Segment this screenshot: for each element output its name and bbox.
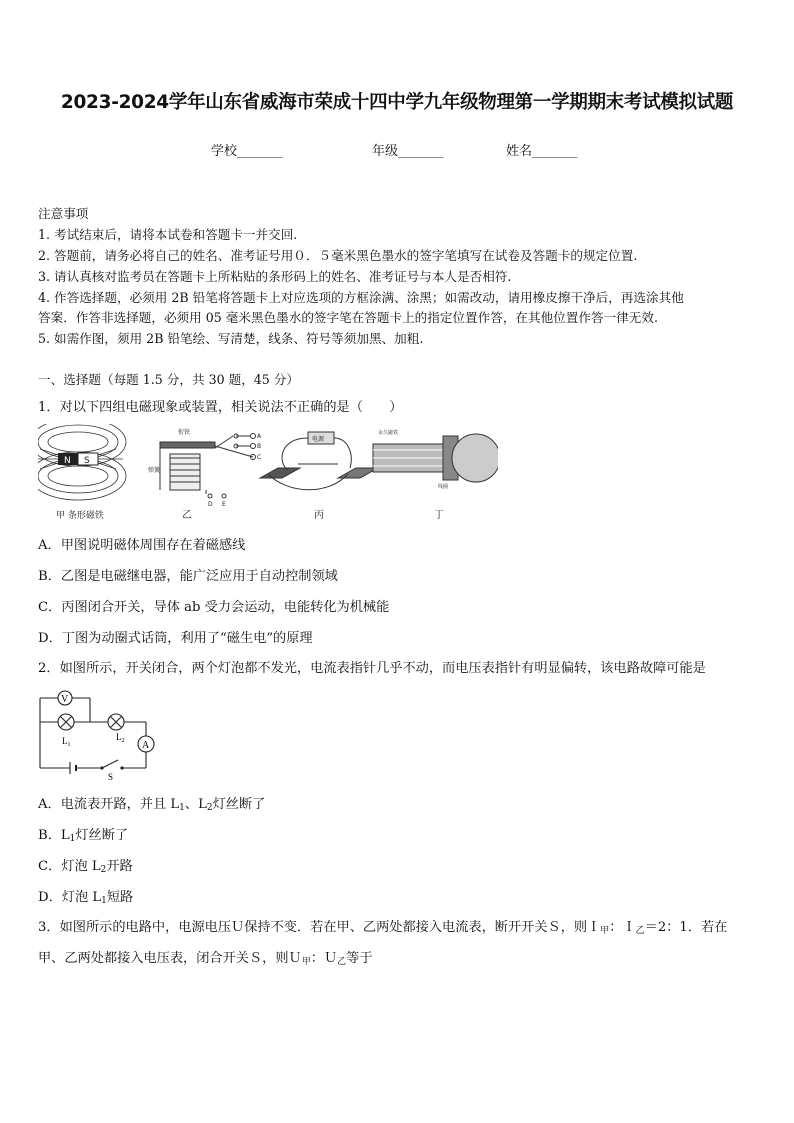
permanent-magnet-label: 永久磁铁	[378, 430, 399, 436]
ammeter-label: A	[142, 740, 150, 751]
grade-field[interactable]: 年级_______	[372, 144, 444, 159]
relay-armature-label: 衔铁	[178, 429, 191, 436]
coil-label: 线圈	[438, 484, 449, 490]
question-1-figure	[38, 424, 498, 524]
relay-e-label: E	[222, 501, 226, 508]
question-2-circuit	[36, 688, 162, 780]
notice-item: 5. 如需作图，须用 2B 铅笔绘、写清楚，线条、符号等须加黑、加粗.	[38, 331, 424, 346]
switch-label: S	[108, 772, 114, 780]
section-heading: 一、选择题（每题 1.5 分，共 30 题，45 分）	[38, 372, 300, 387]
relay-b-label: B	[257, 443, 262, 450]
lamp-2-label: $L_2$	[116, 732, 125, 744]
lamp-1-label: $L_1$	[62, 736, 71, 748]
magnet-n-label: N	[64, 456, 71, 466]
relay-a-label: A	[257, 433, 262, 440]
exam-title: 2023-2024学年山东省威海市荣成十四中学九年级物理第一学期期末考试模拟试题	[60, 92, 734, 113]
school-field[interactable]: 学校_______	[211, 144, 283, 159]
magnet-s-label: S	[84, 456, 90, 466]
figure-jia-label: 甲 条形磁铁	[56, 511, 104, 521]
notice-item: 3. 请认真核对监考员在答题卡上所粘贴的条形码上的姓名、准考证号与本人是否相符.	[38, 269, 512, 284]
question-2-option-d: D．灯泡 $L_1$短路	[38, 890, 134, 906]
notice-item: 2. 答题前，请务必将自己的姓名、准考证号用０．５毫米黑色墨水的签字笔填写在试卷及答题卡的规定位置.	[38, 248, 638, 263]
relay-d-label: D	[208, 501, 213, 508]
notice-item: 答案．作答非选择题，必须用 05 毫米黑色墨水的签字笔在答题卡上的指定位置作答，在其他位置作答一律无效.	[38, 310, 658, 325]
question-1-option-c: C．丙图闭合开关，导体 ab 受力会运动，电能转化为机械能	[38, 600, 390, 615]
question-1-option-b: B．乙图是电磁继电器，能广泛应用于自动控制领域	[38, 569, 338, 584]
question-1-option-a: A．甲图说明磁体周围存在着磁感线	[38, 538, 246, 553]
microphone-figure	[373, 434, 498, 482]
question-2-option-c: C．灯泡 $L_2$开路	[38, 859, 133, 875]
question-1-stem: 1．对以下四组电磁现象或装置，相关说法不正确的是（ ）	[38, 400, 403, 415]
voltmeter-label: V	[61, 694, 69, 705]
notice-item: 1. 考试结束后，请将本试卷和答题卡一并交回.	[38, 227, 298, 242]
question-1-option-d: D．丁图为动圈式话筒，利用了“磁生电”的原理	[38, 631, 313, 646]
figure-yi-label: 乙	[182, 510, 192, 521]
question-2-option-b: B．$L_1$灯丝断了	[38, 828, 129, 844]
power-supply-label: 电源	[312, 436, 325, 443]
relay-figure	[160, 434, 256, 499]
question-2-option-a: A．电流表开路，并且 $L_1$、$L_2$灯丝断了	[38, 797, 266, 813]
notice-item: 4. 作答选择题，必须用 2B 铅笔将答题卡上对应选项的方框涂满、涂黑；如需改动，请用橡皮擦干净后，再选涂其他	[38, 290, 684, 305]
relay-c-label: C	[257, 454, 262, 461]
figure-bing-label: 丙	[314, 510, 324, 521]
notice-heading: 注意事项	[38, 206, 89, 221]
question-3-line-2: 甲、乙两处都接入电压表，闭合开关Ｓ，则Ｕ$_甲$：Ｕ$_乙$等于	[38, 951, 373, 967]
name-field[interactable]: 姓名_______	[506, 144, 578, 159]
relay-spring-label: 弹簧	[148, 467, 161, 474]
figure-ding-label: 丁	[434, 510, 444, 521]
question-3-line-1: 3．如图所示的电路中，电源电压Ｕ保持不变．若在甲、乙两处都接入电流表，断开开关Ｓ，则Ｉ$_甲$：Ｉ$_乙$＝2：1．若在	[38, 920, 728, 936]
question-2-stem: 2．如图所示，开关闭合，两个灯泡都不发光，电流表指针几乎不动，而电压表指针有明显偏转，该电路故障可能是	[38, 661, 706, 676]
